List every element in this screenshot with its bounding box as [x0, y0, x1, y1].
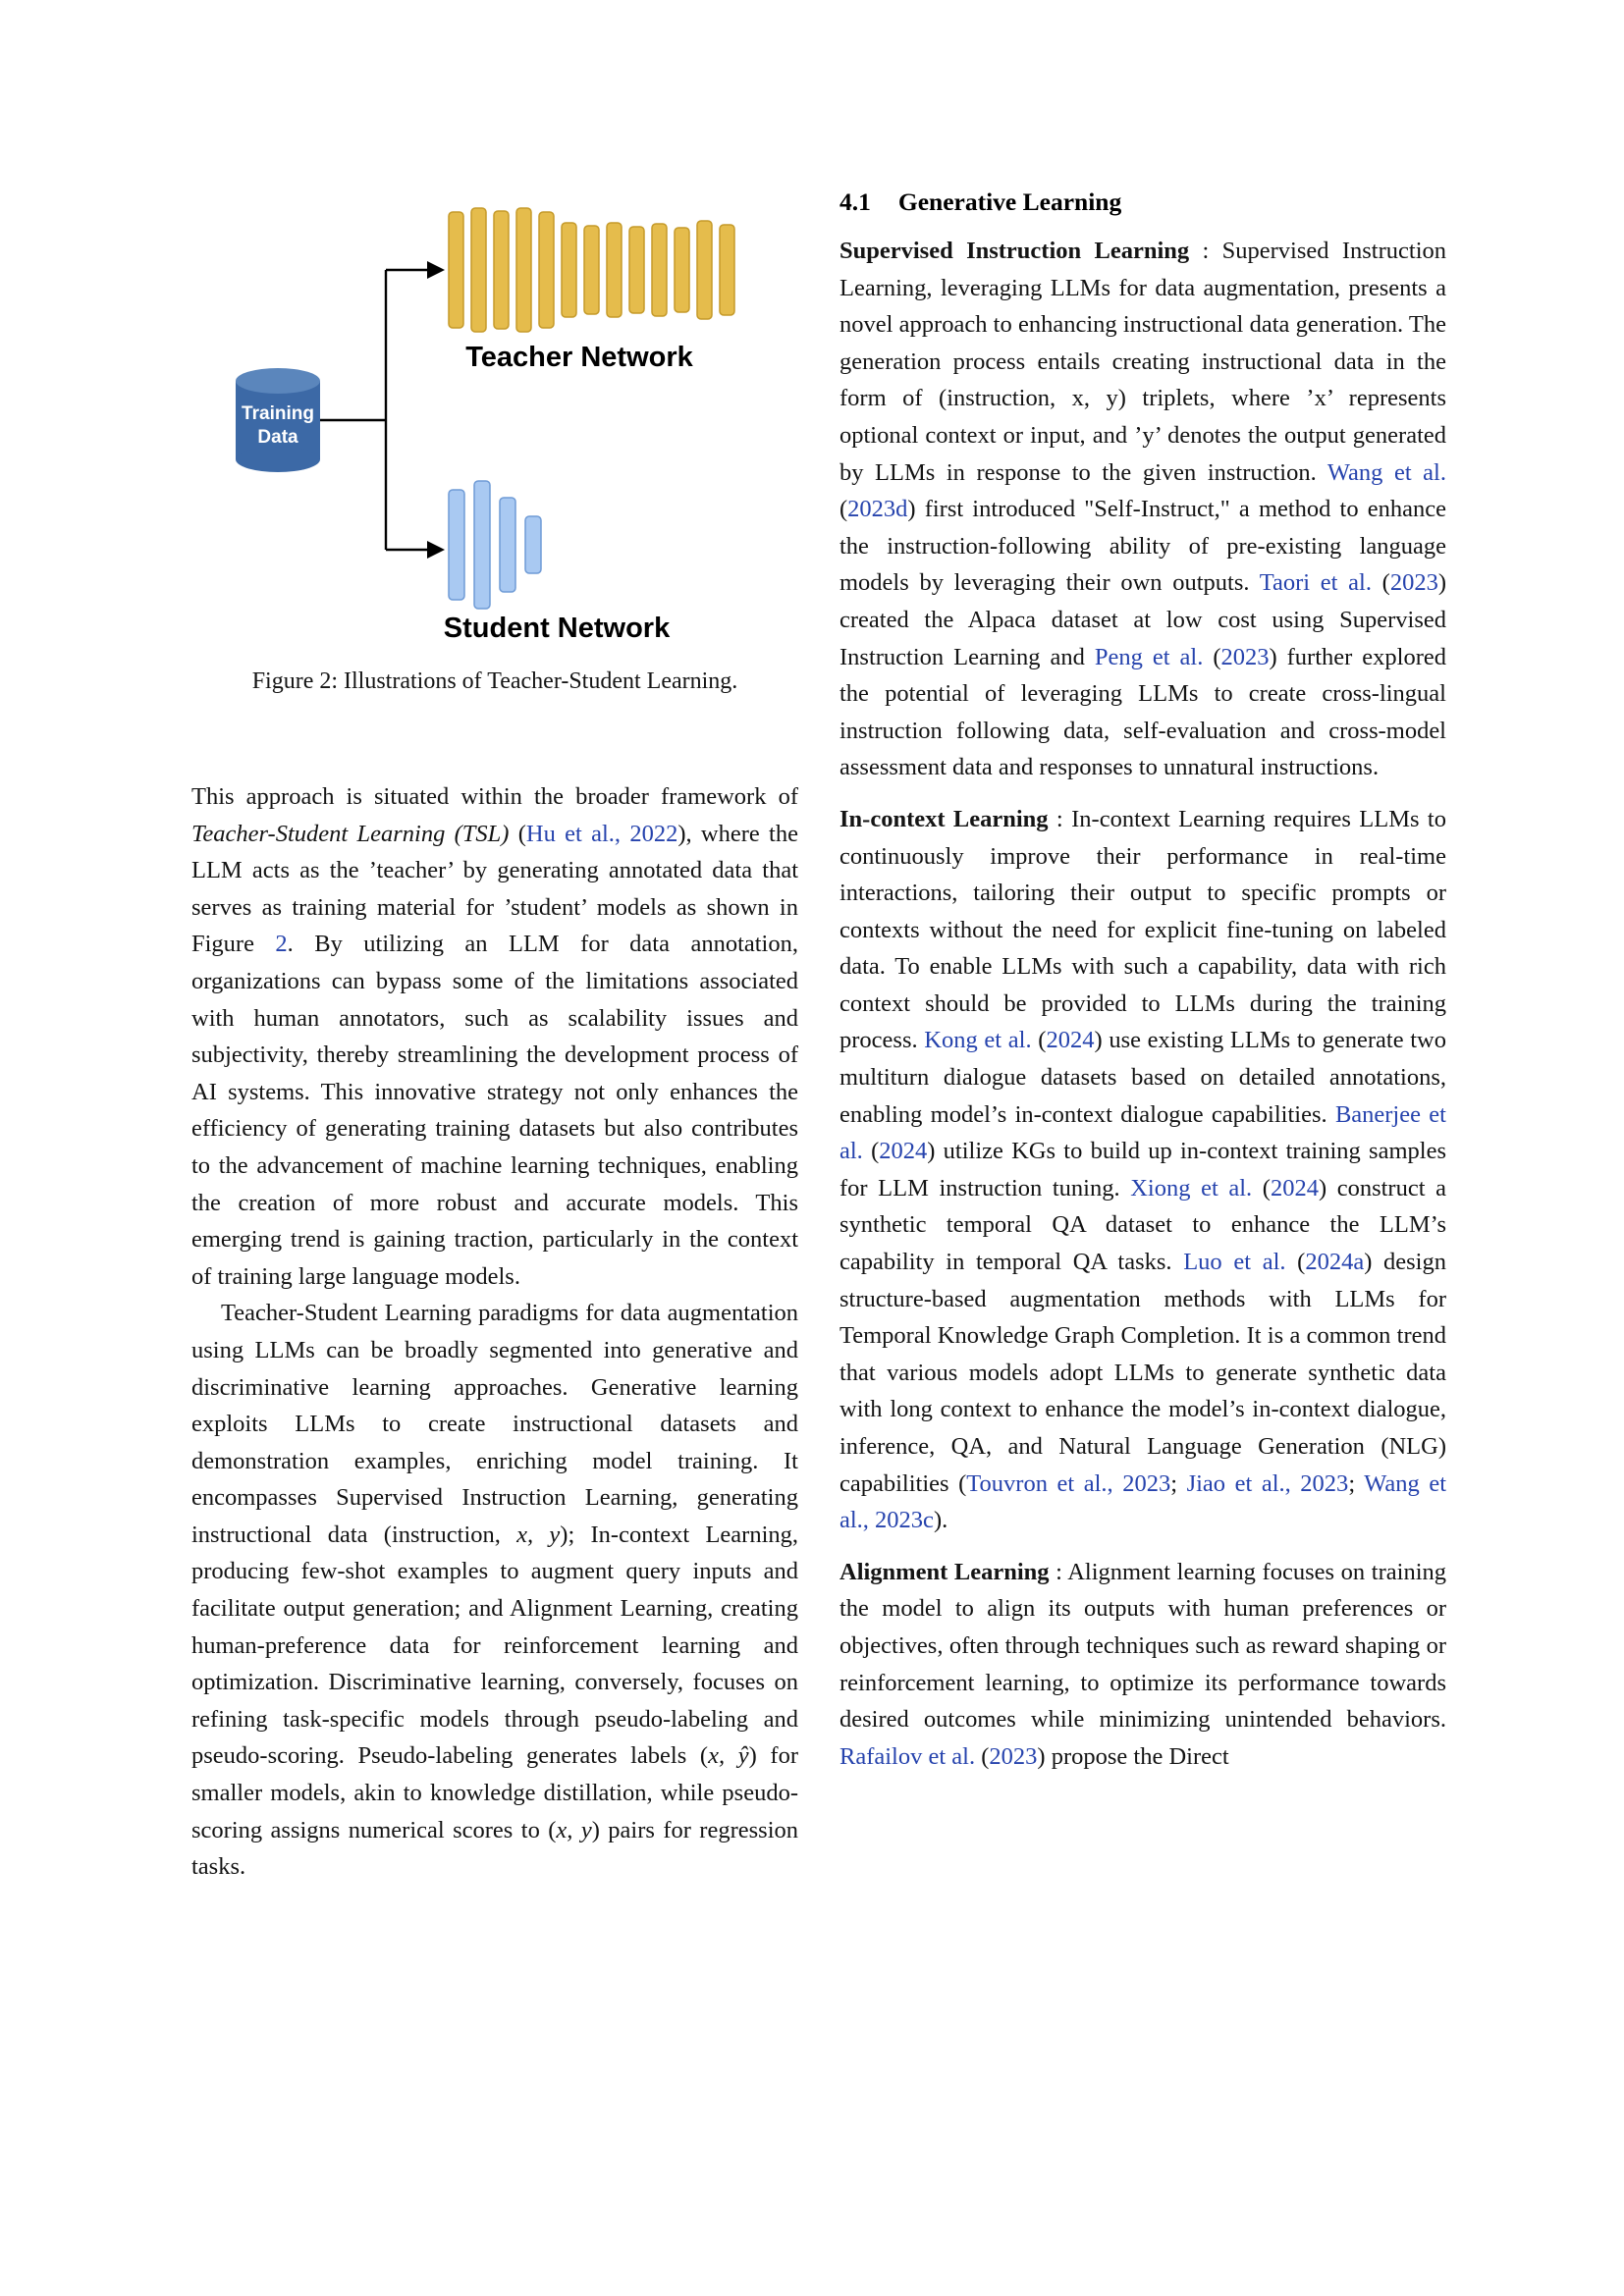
text-run: ( [862, 1138, 880, 1165]
text-run: : Supervised Instruction Learning, leveraging LLMs for data augmentation, presents a novel approach to enhancing instructional data generation. The generation process entails creating instructional data in the form of (instruction, x, y) triplets, where ’x’ represents optional context or input, and ’y’ denotes the output generated by LLMs in response to the given instruction. [839, 238, 1447, 486]
bold-text: Alignment Learning [839, 1558, 1050, 1585]
training-data-cylinder [236, 368, 320, 472]
body-paragraph [839, 1554, 1446, 1776]
text-run: ; [1170, 1469, 1187, 1497]
text-run: : Alignment learning focuses on training the model to align its outputs with human preferences or objectives, often through techniques such as reward shaping or reinforcement learning, to optimize its performance towards desired outcomes while minimizing unintended behaviors. [839, 1558, 1446, 1734]
citation-link[interactable]: Wang et al., 2023c [839, 1469, 1447, 1534]
citation-link[interactable]: Xiong et al. [1130, 1174, 1253, 1201]
text-run: ( [1285, 1249, 1306, 1276]
text-run: ) pairs for regression tasks. [191, 1816, 799, 1881]
citation-link[interactable]: 2023 [989, 1742, 1038, 1770]
citation-link[interactable]: Wang et al. [1326, 458, 1446, 486]
body-paragraph [839, 233, 1446, 786]
network-bar [449, 212, 463, 328]
text-run: ) use existing LLMs to generate two multiturn dialogue datasets based on detailed annotations, enabling model’s in-context dialogue capabilities. [839, 1027, 1447, 1128]
teacher-network-label: Teacher Network [465, 342, 693, 373]
text-run: Teacher-Student Learning paradigms for data augmentation using LLMs can be broadly segmented into generative and discriminative learning approaches. Generative learning exploits LLMs to create instructional datasets and demonstration examples, enriching model training. It encompasses Supervised Instruction Learning, generating instructional data (instruction, [191, 1300, 798, 1548]
citation-link[interactable]: 2024 [879, 1138, 928, 1165]
text-run: ( [1031, 1027, 1047, 1054]
section-number: 4.1 [839, 187, 871, 216]
network-bar [562, 223, 576, 317]
citation-link[interactable]: Kong et al. [924, 1027, 1032, 1054]
text-run: ) propose the Direct [1037, 1742, 1229, 1770]
network-bar [516, 208, 531, 332]
student-network-label: Student Network [443, 613, 671, 644]
network-bar [607, 223, 622, 317]
citation-link[interactable]: Touvron et al., 2023 [966, 1469, 1171, 1497]
citation-link[interactable]: Peng et al. [1094, 643, 1204, 670]
text-run: ) further explored the potential of leveraging LLMs to create cross-lingual instruction following data, self-evaluation and cross-model assessment data and responses to unnatural instructions. [839, 643, 1446, 781]
citation-link[interactable]: 2023d [847, 496, 908, 523]
connector-lines [320, 270, 427, 550]
body-paragraph [191, 1295, 798, 1886]
section-heading [839, 187, 1446, 218]
arrowhead-student-icon [427, 541, 445, 559]
network-bar [449, 490, 464, 600]
text-run: ( [509, 820, 526, 847]
flow-arrows [320, 261, 445, 559]
section-title: Generative Learning [897, 187, 1122, 216]
network-bar [697, 221, 712, 319]
network-bar [539, 212, 554, 328]
math-text: x, y [516, 1521, 561, 1548]
citation-link[interactable]: Banerjee et al. [839, 1100, 1446, 1165]
text-run: ) design structure-based augmentation methods with LLMs for Temporal Knowledge Graph Completion. It is a common trend that various models adopt LLMs to generate synthetic data with long context to enhance the model’s in-context dialogue, inference, QA, and Natural Language Generation (NLG) capabilities ( [839, 1249, 1446, 1497]
italic-text: Teacher-Student Learning (TSL) [191, 820, 510, 847]
training-data-label-line1: Training [242, 403, 314, 424]
body-paragraph [839, 801, 1446, 1539]
network-bar [494, 211, 509, 329]
teacher-network-bars [449, 208, 734, 332]
citation-link[interactable]: 2024 [1046, 1027, 1095, 1054]
network-bar [525, 516, 541, 573]
text-run: ( [975, 1742, 990, 1770]
text-run: . By utilizing an LLM for data annotation, organizations can bypass some of the limitations associated with human annotators, such as scalability issues and subjectivity, thereby streamlining the development process of AI systems. This innovative strategy not only enhances the efficiency of generating training datasets but also contributes to the advancement of machine learning techniques, enabling the creation of more robust and accurate models. This emerging trend is gaining traction, particularly in the context of training large language models. [191, 931, 798, 1290]
network-bar [471, 208, 486, 332]
network-bar [584, 226, 599, 314]
citation-link[interactable]: Taori et al. [1259, 569, 1372, 597]
citation-link[interactable]: 2 [275, 931, 288, 958]
bold-text: In-context Learning [839, 805, 1049, 832]
citation-link[interactable]: Hu et al., 2022 [525, 820, 678, 847]
math-text: x, ŷ [708, 1742, 749, 1770]
text-run: ) for smaller models, akin to knowledge distillation, while pseudo-scoring assigns numerical scores to ( [191, 1742, 799, 1843]
text-run: ( [1371, 569, 1390, 597]
network-bar [500, 498, 515, 592]
text-run: ( [1252, 1174, 1271, 1201]
network-bar [675, 228, 689, 312]
citation-link[interactable]: 2023 [1389, 569, 1438, 597]
cylinder-top [236, 368, 320, 394]
arrowhead-teacher-icon [427, 261, 445, 279]
text-run: ) utilize KGs to build up in-context training samples for LLM instruction tuning. [839, 1138, 1446, 1201]
text-run: ) first introduced "Self-Instruct," a method to enhance the instruction-following ability of pre-existing language models by leveraging their own outputs. [839, 496, 1446, 597]
citation-link[interactable]: 2023 [1220, 643, 1270, 670]
network-bar [720, 225, 734, 315]
text-run: ); In-context Learning, producing few-shot examples to augment query inputs and facilitate output generation; and Alignment Learning, creating human-preference data for reinforcement learning and optimization. Discriminative learning, conversely, focuses on refining task-specific models through pseudo-labeling and pseudo-scoring. Pseudo-labeling generates labels ( [191, 1521, 798, 1770]
text-run: This approach is situated within the broader framework of [191, 783, 798, 810]
text-run: ) created the Alpaca dataset at low cost using Supervised Instruction Learning and [839, 569, 1446, 670]
right-column [839, 187, 1446, 1775]
bold-text: Supervised Instruction Learning [839, 238, 1190, 264]
cylinder-bottom [236, 447, 320, 472]
citation-link[interactable]: 2024a [1305, 1249, 1365, 1276]
training-data-label-line2: Data [257, 427, 298, 448]
student-network-bars [449, 481, 541, 609]
citation-link[interactable]: Jiao et al., 2023 [1186, 1469, 1349, 1497]
citation-link[interactable]: Luo et al. [1183, 1249, 1286, 1276]
citation-link[interactable]: 2024 [1270, 1174, 1319, 1201]
figure-2 [191, 191, 798, 696]
text-run: : In-context Learning requires LLMs to continuously improve their performance in real-time interactions, tailoring their output to specific prompts or contexts without the need for explicit fine-tuning on labeled data. To enable LLMs with such a capability, data with rich context should be provided to LLMs during the training process. [839, 805, 1446, 1054]
text-run: ; [1348, 1469, 1365, 1497]
network-bar [474, 481, 490, 609]
citation-link[interactable]: Rafailov et al. [839, 1742, 976, 1770]
teacher-student-diagram [191, 191, 798, 653]
text-run: ( [839, 496, 848, 523]
network-bar [629, 227, 644, 313]
body-paragraph [191, 778, 798, 1295]
text-run: ( [1203, 643, 1221, 670]
left-column [191, 191, 798, 1886]
network-bar [652, 224, 667, 316]
text-run: ). [933, 1507, 948, 1534]
text-run: ) construct a synthetic temporal QA dataset to enhance the LLM’s capability in temporal QA tasks. [839, 1174, 1446, 1276]
text-run: ), where the LLM acts as the ’teacher’ by generating annotated data that serves as training material for ’student’ models as shown in Figure [191, 820, 798, 958]
math-text: x, y [556, 1816, 592, 1843]
figure-caption: Figure 2: Illustrations of Teacher-Student Learning. [251, 668, 738, 694]
